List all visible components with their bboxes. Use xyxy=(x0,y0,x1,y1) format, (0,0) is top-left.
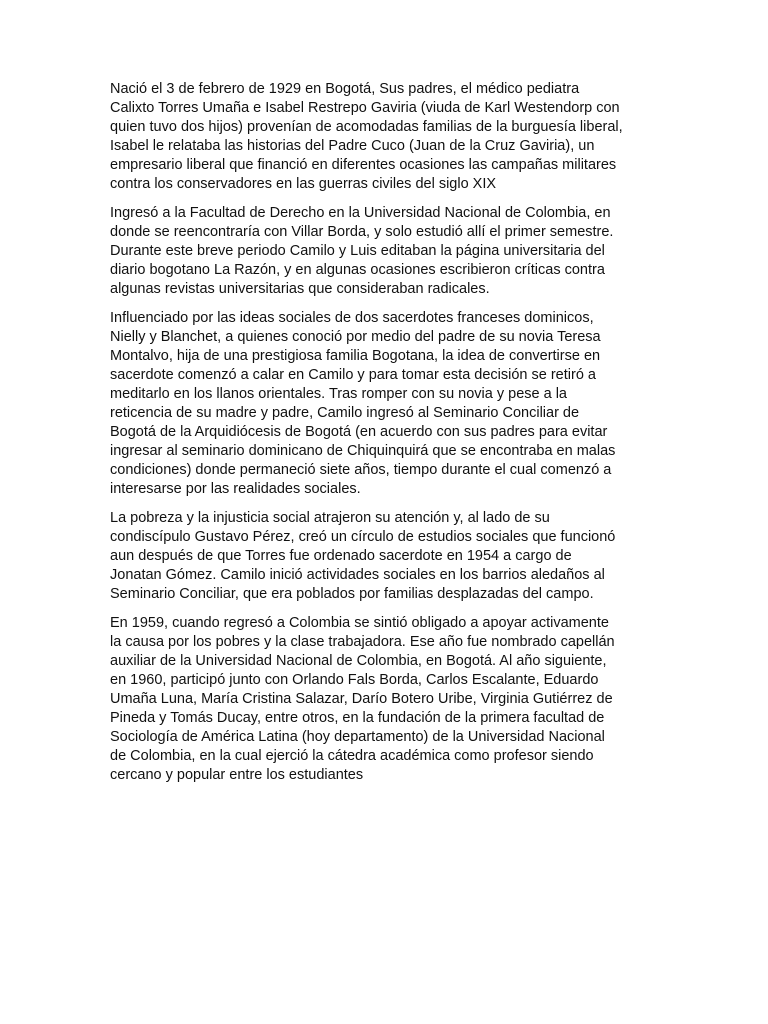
paragraph-social-studies: La pobreza y la injusticia social atrajeron su atención y, al lado de su condiscípulo Gustavo Pérez, creó un círculo de estudios sociales que funcionó aun después de que Torres fue ordenado sacerdote en 1954 a cargo de Jonatan Gómez. Camilo inició actividades sociales en los barrios aledaños al Seminario Conciliar, que era poblados por familias desplazadas del campo. xyxy=(110,510,616,602)
paragraph-law-school: Ingresó a la Facultad de Derecho en la Universidad Nacional de Colombia, en donde se reencontraría con Villar Borda, y solo estudió allí el primer semestre. Durante este breve periodo Camilo y Luis editaban la página universitaria del diario bogotano La Razón, y en algunas ocasiones escribieron críticas contra algunas revistas universitarias que consideraban radicales. xyxy=(110,205,614,297)
paragraph-seminary: Influenciado por las ideas sociales de dos sacerdotes franceses dominicos, Nielly y Blanchet, a quienes conoció por medio del padre de su novia Teresa Montalvo, hija de una prestigiosa familia Bogotana, la idea de convertirse en sacerdote comenzó a calar en Camilo y para tomar esta decisión se retiró a meditarlo en los llanos orientales. Tras romper con su novia y pese a la reticencia de su madre y padre, Camilo ingresó al Seminario Conciliar de Bogotá de la Arquidiócesis de Bogotá (en acuerdo con sus padres para evitar ingresar al seminario dominicano de Chiquinquirá que se encontraba en malas condiciones) donde permaneció siete años, tiempo durante el cual comenzó a interesarse por las realidades sociales. xyxy=(110,310,616,497)
paragraph-birth: Nació el 3 de febrero de 1929 en Bogotá, Sus padres, el médico pediatra Calixto Torres Umaña e Isabel Restrepo Gaviria (viuda de Karl Westendorp con quien tuvo dos hijos) provenían de acomodadas familias de la burguesía liberal, Isabel le relataba las historias del Padre Cuco (Juan de la Cruz Gaviria), un empresario liberal que financió en diferentes ocasiones las campañas militares contra los conservadores en las guerras civiles del siglo XIX xyxy=(110,81,623,192)
paragraph-university-chaplain: En 1959, cuando regresó a Colombia se sintió obligado a apoyar activamente la causa por los pobres y la clase trabajadora. Ese año fue nombrado capellán auxiliar de la Universidad Nacional de Colombia, en Bogotá. Al año siguiente, en 1960, participó junto con Orlando Fals Borda, Carlos Escalante, Eduardo Umaña Luna, María Cristina Salazar, Darío Botero Uribe, Virginia Gutiérrez de Pineda y Tomás Ducay, entre otros, en la fundación de la primera facultad de Sociología de América Latina (hoy departamento) de la Universidad Nacional de Colombia, en la cual ejerció la cátedra académica como profesor siendo cercano y popular entre los estudiantes xyxy=(110,615,615,783)
document-page xyxy=(110,80,640,795)
